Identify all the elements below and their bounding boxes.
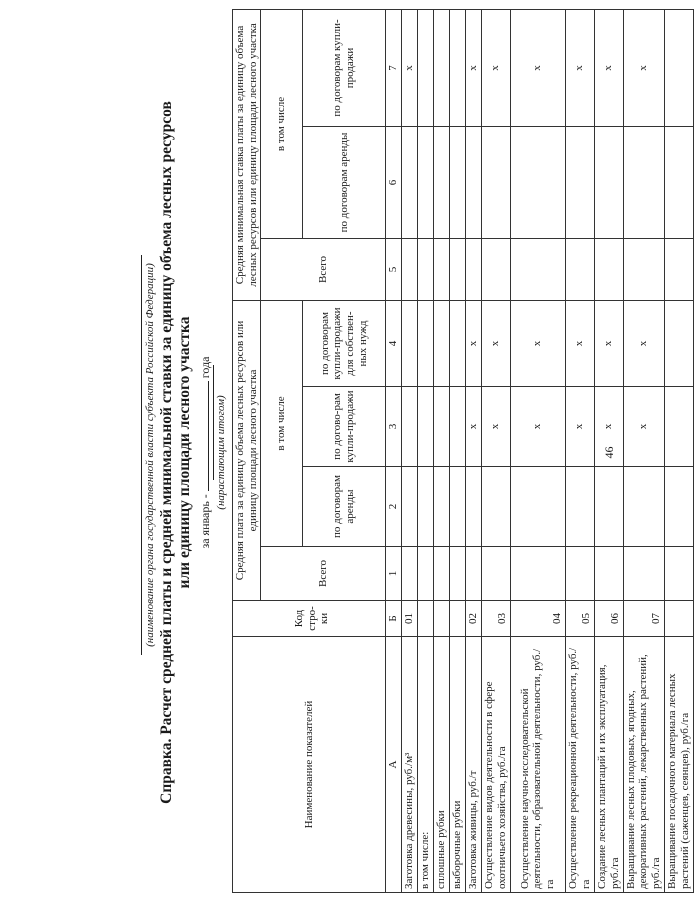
- value-cell: [401, 387, 417, 467]
- value-cell: [417, 467, 433, 547]
- period-label: за: [198, 538, 212, 549]
- value-cell: х: [465, 387, 481, 467]
- value-cell: [417, 300, 433, 386]
- num-cell: 5: [386, 238, 402, 300]
- table-row: [623, 9, 664, 892]
- value-cell: [623, 547, 664, 601]
- value-cell: [510, 467, 565, 547]
- sub-sale-header: по догово-рам купли-продажи: [303, 387, 386, 467]
- value-cell: [664, 300, 693, 386]
- sub-lease-header: по договорам аренды: [303, 467, 386, 547]
- value-cell: х: [465, 300, 481, 386]
- value-cell: [565, 238, 594, 300]
- col-name-header: Наименование показателей: [233, 637, 386, 893]
- row-name-cell: в том числе:: [417, 637, 433, 893]
- value-cell: [565, 126, 594, 238]
- value-cell: х: [510, 300, 565, 386]
- value-cell: [664, 387, 693, 467]
- row-name-cell: Выращивание лесных плодовых, ягодных, декоративных растений, лекарственных растений, руб./га: [623, 637, 664, 893]
- row-code-cell: 02: [465, 601, 481, 637]
- group-min-header: Средняя минимальная ставка платы за единицу объема лесных ресурсов или единицу площади лесного участка: [233, 9, 261, 300]
- period-line: [197, 0, 213, 905]
- value-cell: [417, 547, 433, 601]
- value-cell: [401, 547, 417, 601]
- value-cell: х: [510, 387, 565, 467]
- value-cell: [417, 387, 433, 467]
- row-name-cell: Заготовка живицы, руб./т: [465, 637, 481, 893]
- value-cell: [401, 126, 417, 238]
- value-cell: [433, 126, 449, 238]
- value-cell: [465, 238, 481, 300]
- value-cell: [465, 126, 481, 238]
- row-code-cell: 04: [510, 601, 565, 637]
- value-cell: [481, 547, 510, 601]
- row-code-cell: 01: [401, 601, 417, 637]
- group-avg-header: Средняя плата за единицу объема лесных ресурсов или единицу площади лесного участка: [233, 300, 261, 600]
- value-cell: [664, 126, 693, 238]
- col-code-header: Код стро-ки: [233, 601, 386, 637]
- incl-avg-header: в том числе: [261, 300, 303, 546]
- value-cell: [510, 238, 565, 300]
- row-name-cell: Заготовка древесины, руб./м³: [401, 637, 417, 893]
- value-cell: [401, 300, 417, 386]
- value-cell: [465, 467, 481, 547]
- value-cell: х: [481, 9, 510, 126]
- value-cell: [433, 300, 449, 386]
- value-cell: [433, 9, 449, 126]
- period-rule: [213, 365, 214, 480]
- value-cell: [433, 238, 449, 300]
- value-cell: [623, 467, 664, 547]
- authority-note: (наименование органа государственной власти субъекта Российской Федерации): [144, 263, 156, 647]
- row-code-cell: 05: [565, 601, 594, 637]
- value-cell: [433, 547, 449, 601]
- row-name-cell: Осуществление рекреационной деятельности, руб./га: [565, 637, 594, 893]
- value-cell: [449, 300, 465, 386]
- value-cell: [664, 9, 693, 126]
- value-cell: [417, 9, 433, 126]
- row-code-cell: [417, 601, 433, 637]
- table-row: [481, 9, 510, 892]
- value-cell: х: [594, 300, 623, 386]
- value-cell: [417, 126, 433, 238]
- value-cell: х: [565, 387, 594, 467]
- sub-lease-min-header: по договорам аренды: [303, 126, 386, 238]
- value-cell: х: [594, 387, 623, 467]
- table-row: [510, 9, 565, 892]
- value-cell: [481, 238, 510, 300]
- table-row: [664, 9, 693, 892]
- value-cell: [510, 547, 565, 601]
- value-cell: [465, 547, 481, 601]
- value-cell: [510, 126, 565, 238]
- value-cell: [664, 467, 693, 547]
- value-cell: [623, 238, 664, 300]
- table-row: [401, 9, 417, 892]
- table-row: [449, 9, 465, 892]
- row-name-cell: сплошные рубки: [433, 637, 449, 893]
- value-cell: [623, 126, 664, 238]
- value-cell: х: [481, 300, 510, 386]
- value-cell: [401, 238, 417, 300]
- num-cell: 1: [386, 547, 402, 601]
- incl-min-header: в том числе: [261, 9, 303, 238]
- value-cell: х: [465, 9, 481, 126]
- row-code-cell: [664, 601, 693, 637]
- document-title-cont: или единицу площади лесного участка: [176, 316, 193, 589]
- value-cell: [449, 467, 465, 547]
- value-cell: [449, 387, 465, 467]
- row-name-cell: Создание лесных плантаций и их эксплуатация, руб./га: [594, 637, 623, 893]
- total-avg-header: Всего: [261, 547, 386, 601]
- table-row: [465, 9, 481, 892]
- num-cell: 4: [386, 300, 402, 386]
- value-cell: [417, 238, 433, 300]
- row-code-cell: [449, 601, 465, 637]
- value-cell: х: [623, 9, 664, 126]
- num-cell: 2: [386, 467, 402, 547]
- total-min-header: Всего: [261, 238, 386, 300]
- period-blank: [197, 381, 209, 491]
- value-cell: х: [481, 387, 510, 467]
- table-body: [233, 9, 694, 892]
- value-cell: [481, 467, 510, 547]
- period-note: (нарастающим итогом): [215, 395, 227, 510]
- document-title: Справка. Расчет средней платы и средней минимальной ставки за единицу объема лесных ресурсов: [158, 101, 175, 804]
- row-name-cell: выборочные рубки: [449, 637, 465, 893]
- value-cell: х: [565, 9, 594, 126]
- num-cell: 6: [386, 126, 402, 238]
- value-cell: х: [623, 300, 664, 386]
- value-cell: х: [401, 9, 417, 126]
- value-cell: х: [565, 300, 594, 386]
- calculation-table: [232, 9, 694, 893]
- row-name-cell: Осуществление видов деятельности в сфере охотничьего хозяйства, руб./га: [481, 637, 510, 893]
- value-cell: [565, 467, 594, 547]
- row-name-cell: Осуществление научно-исследовательской деятельности, образовательной деятельности, руб./га: [510, 637, 565, 893]
- num-cell: 7: [386, 9, 402, 126]
- value-cell: [433, 467, 449, 547]
- value-cell: х: [623, 387, 664, 467]
- num-cell: А: [386, 637, 402, 893]
- value-cell: [449, 547, 465, 601]
- period-suffix: года: [198, 356, 212, 379]
- value-cell: х: [510, 9, 565, 126]
- page-number: 46: [602, 446, 616, 459]
- value-cell: [664, 238, 693, 300]
- row-code-cell: 07: [623, 601, 664, 637]
- row-code-cell: [433, 601, 449, 637]
- header-rule: [141, 255, 142, 655]
- num-cell: 3: [386, 387, 402, 467]
- value-cell: х: [594, 9, 623, 126]
- value-cell: [449, 238, 465, 300]
- value-cell: [481, 126, 510, 238]
- value-cell: [664, 547, 693, 601]
- value-cell: [449, 9, 465, 126]
- sub-sale-min-header: по договорам купли-продажи: [303, 9, 386, 126]
- header-row-1: [233, 9, 261, 892]
- period-value: январь -: [198, 494, 212, 536]
- value-cell: [565, 547, 594, 601]
- value-cell: [433, 387, 449, 467]
- row-name-cell: Выращивание посадочного материала лесных растений (саженцев, сеянцев), руб./га: [664, 637, 693, 893]
- row-code-cell: 06: [594, 601, 623, 637]
- value-cell: [401, 467, 417, 547]
- table-row: [417, 9, 433, 892]
- sub-sale-own-header: по договорам купли-продажи для собствен-ных нужд: [303, 300, 386, 386]
- table-row: [433, 9, 449, 892]
- table-row: [565, 9, 594, 892]
- num-cell: Б: [386, 601, 402, 637]
- number-row: [386, 9, 402, 892]
- row-code-cell: 03: [481, 601, 510, 637]
- value-cell: [449, 126, 465, 238]
